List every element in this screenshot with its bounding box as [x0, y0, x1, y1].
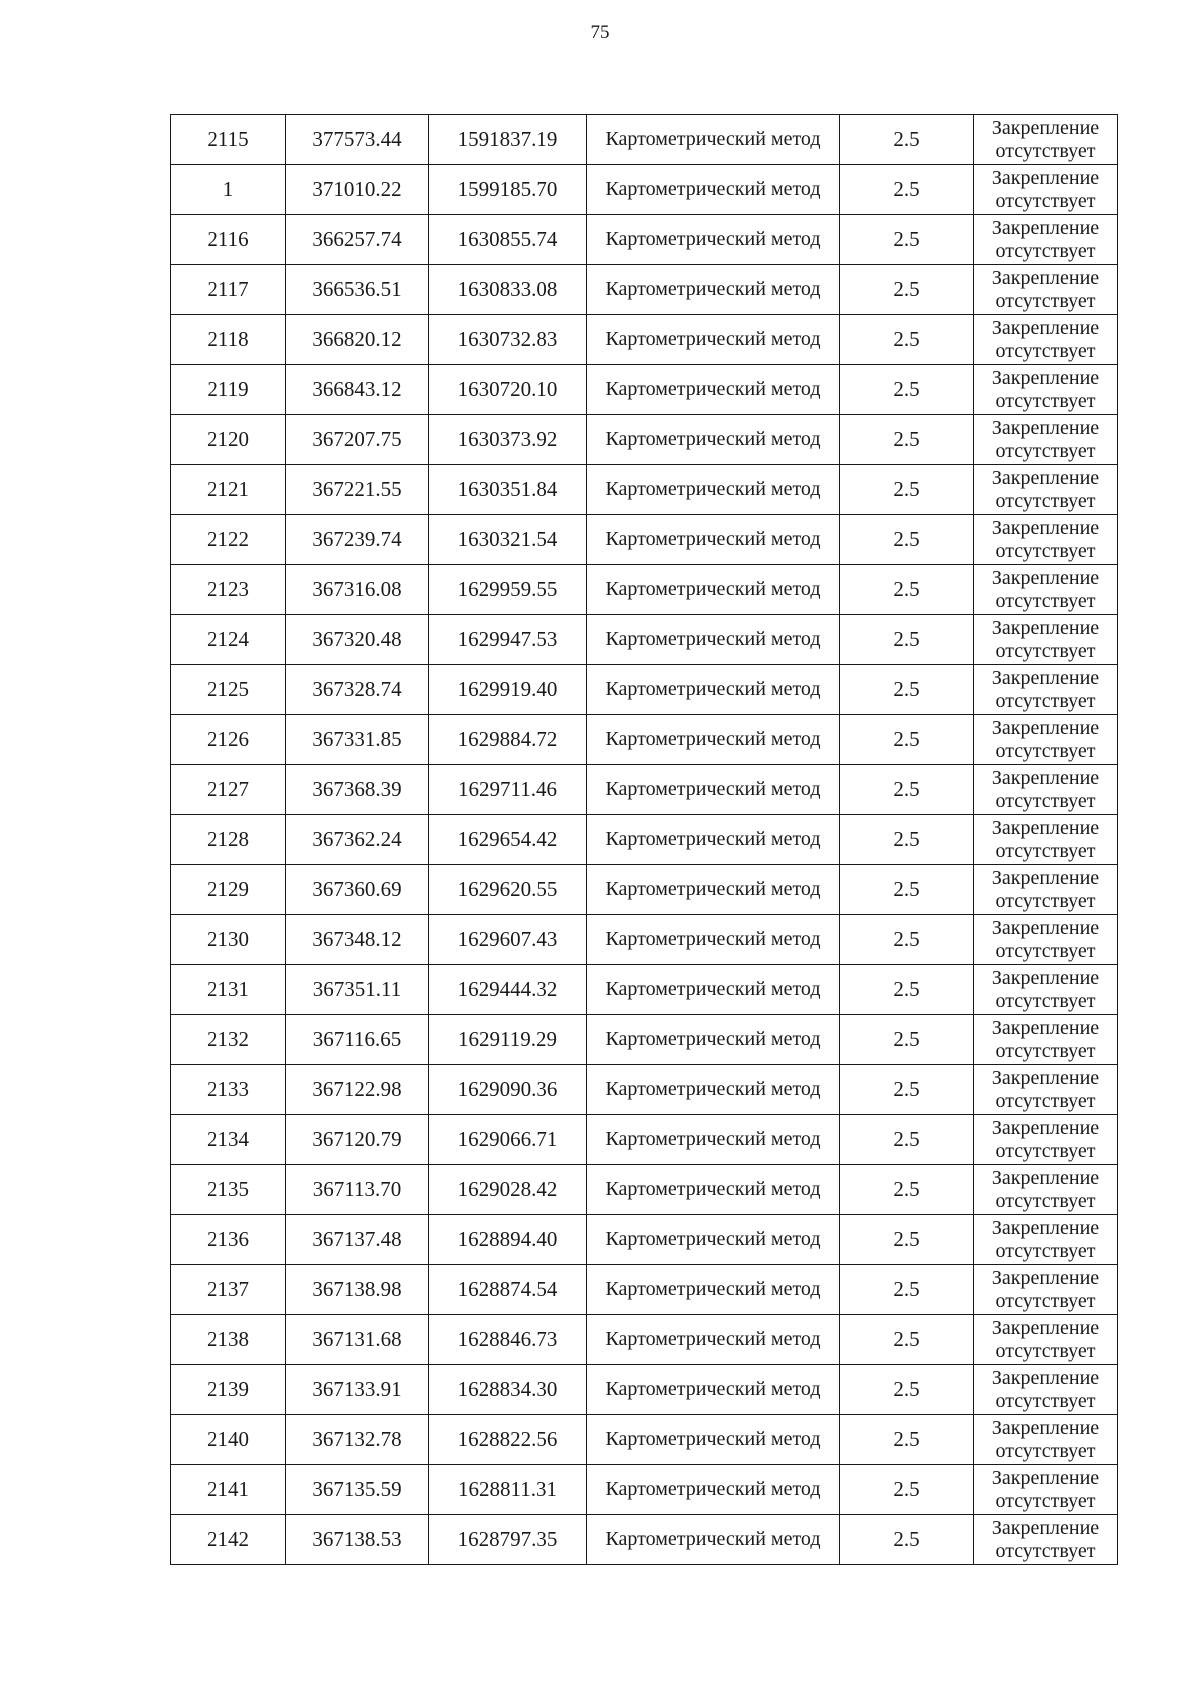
cell-accuracy: 2.5	[840, 965, 974, 1015]
cell-y-coordinate: 1629119.29	[429, 1015, 587, 1065]
fixation-text-line: Закрепление	[991, 1316, 1100, 1339]
table-row	[171, 1365, 1118, 1415]
cell-method: Картометрический метод	[587, 815, 840, 865]
cell-method: Картометрический метод	[587, 1415, 840, 1465]
cell-x-coordinate: 367239.74	[286, 515, 429, 565]
table-row	[171, 665, 1118, 715]
fixation-text-line: Закрепление	[991, 1266, 1100, 1289]
cell-y-coordinate: 1628797.35	[429, 1515, 587, 1565]
table-row	[171, 115, 1118, 165]
cell-point-id: 2130	[171, 915, 286, 965]
cell-y-coordinate: 1630720.10	[429, 365, 587, 415]
cell-method: Картометрический метод	[587, 1215, 840, 1265]
fixation-text-line: Закрепление	[991, 1116, 1100, 1139]
fixation-text-line: отсутствует	[995, 1489, 1096, 1512]
cell-accuracy: 2.5	[840, 265, 974, 315]
cell-accuracy: 2.5	[840, 1465, 974, 1515]
cell-x-coordinate: 367138.53	[286, 1515, 429, 1565]
cell-x-coordinate: 367221.55	[286, 465, 429, 515]
cell-y-coordinate: 1629654.42	[429, 815, 587, 865]
fixation-text-line: Закрепление	[991, 416, 1100, 439]
cell-method: Картометрический метод	[587, 1115, 840, 1165]
cell-accuracy: 2.5	[840, 1515, 974, 1565]
cell-fixation	[974, 815, 1118, 865]
cell-fixation	[974, 365, 1118, 415]
cell-x-coordinate: 366843.12	[286, 365, 429, 415]
table-row	[171, 1415, 1118, 1465]
table-row	[171, 265, 1118, 315]
cell-point-id: 2115	[171, 115, 286, 165]
fixation-text-line: отсутствует	[995, 1289, 1096, 1312]
fixation-text-line: отсутствует	[995, 1089, 1096, 1112]
cell-fixation	[974, 265, 1118, 315]
cell-point-id: 2138	[171, 1315, 286, 1365]
table-row	[171, 915, 1118, 965]
fixation-text-line: отсутствует	[995, 1389, 1096, 1412]
cell-accuracy: 2.5	[840, 1415, 974, 1465]
cell-x-coordinate: 367138.98	[286, 1265, 429, 1315]
cell-y-coordinate: 1629884.72	[429, 715, 587, 765]
cell-fixation	[974, 715, 1118, 765]
table-row	[171, 465, 1118, 515]
cell-accuracy: 2.5	[840, 1365, 974, 1415]
cell-fixation	[974, 465, 1118, 515]
table-row	[171, 815, 1118, 865]
cell-x-coordinate: 366257.74	[286, 215, 429, 265]
cell-y-coordinate: 1599185.70	[429, 165, 587, 215]
cell-accuracy: 2.5	[840, 1215, 974, 1265]
cell-method: Картометрический метод	[587, 1165, 840, 1215]
table-row	[171, 865, 1118, 915]
fixation-text-line: Закрепление	[991, 1466, 1100, 1489]
cell-y-coordinate: 1630855.74	[429, 215, 587, 265]
cell-x-coordinate: 371010.22	[286, 165, 429, 215]
cell-y-coordinate: 1629959.55	[429, 565, 587, 615]
cell-fixation	[974, 115, 1118, 165]
cell-method: Картометрический метод	[587, 1315, 840, 1365]
cell-accuracy: 2.5	[840, 365, 974, 415]
cell-fixation	[974, 1265, 1118, 1315]
cell-point-id: 1	[171, 165, 286, 215]
cell-y-coordinate: 1628834.30	[429, 1365, 587, 1415]
table-row	[171, 1065, 1118, 1115]
table-row	[171, 765, 1118, 815]
cell-point-id: 2134	[171, 1115, 286, 1165]
table-row	[171, 1465, 1118, 1515]
cell-method: Картометрический метод	[587, 115, 840, 165]
cell-method: Картометрический метод	[587, 1465, 840, 1515]
fixation-text-line: Закрепление	[991, 916, 1100, 939]
cell-x-coordinate: 367316.08	[286, 565, 429, 615]
cell-fixation	[974, 415, 1118, 465]
fixation-text-line: Закрепление	[991, 166, 1100, 189]
cell-method: Картометрический метод	[587, 965, 840, 1015]
cell-x-coordinate: 366536.51	[286, 265, 429, 315]
table-row	[171, 1515, 1118, 1565]
cell-fixation	[974, 315, 1118, 365]
table-row	[171, 215, 1118, 265]
fixation-text-line: отсутствует	[995, 989, 1096, 1012]
fixation-text-line: Закрепление	[991, 1066, 1100, 1089]
cell-accuracy: 2.5	[840, 1265, 974, 1315]
cell-x-coordinate: 367351.11	[286, 965, 429, 1015]
cell-x-coordinate: 367132.78	[286, 1415, 429, 1465]
cell-method: Картометрический метод	[587, 365, 840, 415]
fixation-text-line: отсутствует	[995, 889, 1096, 912]
cell-point-id: 2118	[171, 315, 286, 365]
cell-fixation	[974, 1315, 1118, 1365]
cell-fixation	[974, 1415, 1118, 1465]
fixation-text-line: Закрепление	[991, 716, 1100, 739]
cell-fixation	[974, 565, 1118, 615]
table-row	[171, 1215, 1118, 1265]
cell-point-id: 2123	[171, 565, 286, 615]
fixation-text-line: отсутствует	[995, 589, 1096, 612]
fixation-text-line: отсутствует	[995, 789, 1096, 812]
cell-point-id: 2116	[171, 215, 286, 265]
cell-y-coordinate: 1629947.53	[429, 615, 587, 665]
cell-point-id: 2125	[171, 665, 286, 715]
table-row	[171, 1015, 1118, 1065]
cell-x-coordinate: 367328.74	[286, 665, 429, 715]
fixation-text-line: Закрепление	[991, 516, 1100, 539]
cell-method: Картометрический метод	[587, 315, 840, 365]
cell-x-coordinate: 367320.48	[286, 615, 429, 665]
fixation-text-line: Закрепление	[991, 216, 1100, 239]
cell-y-coordinate: 1629090.36	[429, 1065, 587, 1115]
cell-method: Картометрический метод	[587, 615, 840, 665]
cell-accuracy: 2.5	[840, 115, 974, 165]
cell-y-coordinate: 1629711.46	[429, 765, 587, 815]
cell-fixation	[974, 215, 1118, 265]
cell-accuracy: 2.5	[840, 615, 974, 665]
cell-point-id: 2131	[171, 965, 286, 1015]
cell-y-coordinate: 1630321.54	[429, 515, 587, 565]
cell-point-id: 2136	[171, 1215, 286, 1265]
cell-fixation	[974, 615, 1118, 665]
cell-x-coordinate: 367360.69	[286, 865, 429, 915]
cell-accuracy: 2.5	[840, 1315, 974, 1365]
cell-y-coordinate: 1630833.08	[429, 265, 587, 315]
fixation-text-line: Закрепление	[991, 466, 1100, 489]
cell-y-coordinate: 1629028.42	[429, 1165, 587, 1215]
cell-x-coordinate: 367207.75	[286, 415, 429, 465]
cell-accuracy: 2.5	[840, 215, 974, 265]
fixation-text-line: отсутствует	[995, 689, 1096, 712]
fixation-text-line: отсутствует	[995, 639, 1096, 662]
cell-fixation	[974, 1115, 1118, 1165]
cell-method: Картометрический метод	[587, 1065, 840, 1115]
fixation-text-line: отсутствует	[995, 539, 1096, 562]
cell-point-id: 2119	[171, 365, 286, 415]
cell-fixation	[974, 1015, 1118, 1065]
cell-fixation	[974, 915, 1118, 965]
table-row	[171, 315, 1118, 365]
cell-y-coordinate: 1628811.31	[429, 1465, 587, 1515]
cell-x-coordinate: 367331.85	[286, 715, 429, 765]
cell-method: Картометрический метод	[587, 915, 840, 965]
cell-y-coordinate: 1630373.92	[429, 415, 587, 465]
cell-x-coordinate: 367113.70	[286, 1165, 429, 1215]
cell-fixation	[974, 865, 1118, 915]
cell-method: Картометрический метод	[587, 1265, 840, 1315]
fixation-text-line: Закрепление	[991, 666, 1100, 689]
fixation-text-line: Закрепление	[991, 266, 1100, 289]
table-row	[171, 365, 1118, 415]
cell-accuracy: 2.5	[840, 415, 974, 465]
fixation-text-line: отсутствует	[995, 739, 1096, 762]
cell-accuracy: 2.5	[840, 715, 974, 765]
table-row	[171, 1315, 1118, 1365]
cell-y-coordinate: 1629444.32	[429, 965, 587, 1015]
cell-accuracy: 2.5	[840, 815, 974, 865]
table-row	[171, 715, 1118, 765]
fixation-text-line: отсутствует	[995, 389, 1096, 412]
cell-method: Картометрический метод	[587, 1015, 840, 1065]
cell-fixation	[974, 965, 1118, 1015]
cell-method: Картометрический метод	[587, 515, 840, 565]
coordinates-table-body	[171, 115, 1118, 1565]
cell-method: Картометрический метод	[587, 715, 840, 765]
fixation-text-line: Закрепление	[991, 866, 1100, 889]
cell-x-coordinate: 367368.39	[286, 765, 429, 815]
cell-point-id: 2132	[171, 1015, 286, 1065]
cell-accuracy: 2.5	[840, 1165, 974, 1215]
fixation-text-line: отсутствует	[995, 189, 1096, 212]
cell-point-id: 2128	[171, 815, 286, 865]
fixation-text-line: Закрепление	[991, 1366, 1100, 1389]
cell-point-id: 2133	[171, 1065, 286, 1115]
fixation-text-line: Закрепление	[991, 1166, 1100, 1189]
fixation-text-line: Закрепление	[991, 366, 1100, 389]
fixation-text-line: отсутствует	[995, 139, 1096, 162]
cell-x-coordinate: 367131.68	[286, 1315, 429, 1365]
fixation-text-line: отсутствует	[995, 1139, 1096, 1162]
cell-method: Картометрический метод	[587, 565, 840, 615]
fixation-text-line: отсутствует	[995, 239, 1096, 262]
cell-method: Картометрический метод	[587, 465, 840, 515]
cell-accuracy: 2.5	[840, 665, 974, 715]
table-row	[171, 565, 1118, 615]
cell-method: Картометрический метод	[587, 165, 840, 215]
cell-method: Картометрический метод	[587, 665, 840, 715]
cell-point-id: 2137	[171, 1265, 286, 1315]
cell-point-id: 2126	[171, 715, 286, 765]
cell-fixation	[974, 515, 1118, 565]
table-row	[171, 965, 1118, 1015]
table-row	[171, 1115, 1118, 1165]
cell-accuracy: 2.5	[840, 1015, 974, 1065]
cell-accuracy: 2.5	[840, 315, 974, 365]
fixation-text-line: отсутствует	[995, 289, 1096, 312]
fixation-text-line: отсутствует	[995, 1439, 1096, 1462]
cell-accuracy: 2.5	[840, 865, 974, 915]
cell-y-coordinate: 1630732.83	[429, 315, 587, 365]
cell-point-id: 2129	[171, 865, 286, 915]
cell-method: Картометрический метод	[587, 1515, 840, 1565]
cell-x-coordinate: 367137.48	[286, 1215, 429, 1265]
cell-accuracy: 2.5	[840, 465, 974, 515]
cell-method: Картометрический метод	[587, 265, 840, 315]
fixation-text-line: Закрепление	[991, 116, 1100, 139]
cell-y-coordinate: 1630351.84	[429, 465, 587, 515]
fixation-text-line: отсутствует	[995, 1339, 1096, 1362]
page-number: 75	[590, 22, 610, 43]
fixation-text-line: отсутствует	[995, 1239, 1096, 1262]
table-row	[171, 515, 1118, 565]
cell-method: Картометрический метод	[587, 1365, 840, 1415]
cell-method: Картометрический метод	[587, 415, 840, 465]
cell-point-id: 2142	[171, 1515, 286, 1565]
cell-x-coordinate: 366820.12	[286, 315, 429, 365]
cell-fixation	[974, 1465, 1118, 1515]
fixation-text-line: отсутствует	[995, 1539, 1096, 1562]
table-row	[171, 1265, 1118, 1315]
fixation-text-line: Закрепление	[991, 966, 1100, 989]
table-row	[171, 165, 1118, 215]
cell-accuracy: 2.5	[840, 165, 974, 215]
cell-method: Картометрический метод	[587, 865, 840, 915]
fixation-text-line: Закрепление	[991, 816, 1100, 839]
table-row	[171, 615, 1118, 665]
cell-y-coordinate: 1629620.55	[429, 865, 587, 915]
cell-fixation	[974, 1515, 1118, 1565]
cell-y-coordinate: 1629919.40	[429, 665, 587, 715]
cell-point-id: 2120	[171, 415, 286, 465]
cell-point-id: 2139	[171, 1365, 286, 1415]
cell-point-id: 2141	[171, 1465, 286, 1515]
cell-fixation	[974, 665, 1118, 715]
cell-fixation	[974, 1165, 1118, 1215]
cell-accuracy: 2.5	[840, 1065, 974, 1115]
cell-y-coordinate: 1591837.19	[429, 115, 587, 165]
cell-y-coordinate: 1629066.71	[429, 1115, 587, 1165]
cell-method: Картометрический метод	[587, 765, 840, 815]
fixation-text-line: Закрепление	[991, 316, 1100, 339]
cell-y-coordinate: 1628822.56	[429, 1415, 587, 1465]
cell-fixation	[974, 765, 1118, 815]
cell-y-coordinate: 1628846.73	[429, 1315, 587, 1365]
cell-x-coordinate: 367348.12	[286, 915, 429, 965]
cell-accuracy: 2.5	[840, 1115, 974, 1165]
cell-fixation	[974, 1215, 1118, 1265]
cell-point-id: 2117	[171, 265, 286, 315]
cell-x-coordinate: 377573.44	[286, 115, 429, 165]
fixation-text-line: отсутствует	[995, 939, 1096, 962]
fixation-text-line: Закрепление	[991, 1516, 1100, 1539]
cell-x-coordinate: 367116.65	[286, 1015, 429, 1065]
cell-fixation	[974, 1365, 1118, 1415]
cell-accuracy: 2.5	[840, 765, 974, 815]
fixation-text-line: отсутствует	[995, 439, 1096, 462]
cell-x-coordinate: 367120.79	[286, 1115, 429, 1165]
fixation-text-line: Закрепление	[991, 1016, 1100, 1039]
cell-y-coordinate: 1629607.43	[429, 915, 587, 965]
table-row	[171, 415, 1118, 465]
cell-accuracy: 2.5	[840, 915, 974, 965]
fixation-text-line: Закрепление	[991, 766, 1100, 789]
cell-method: Картометрический метод	[587, 215, 840, 265]
fixation-text-line: Закрепление	[991, 1216, 1100, 1239]
cell-x-coordinate: 367122.98	[286, 1065, 429, 1115]
cell-point-id: 2122	[171, 515, 286, 565]
cell-fixation	[974, 165, 1118, 215]
fixation-text-line: отсутствует	[995, 489, 1096, 512]
cell-fixation	[974, 1065, 1118, 1115]
fixation-text-line: отсутствует	[995, 339, 1096, 362]
cell-accuracy: 2.5	[840, 565, 974, 615]
cell-x-coordinate: 367133.91	[286, 1365, 429, 1415]
table-row	[171, 1165, 1118, 1215]
fixation-text-line: Закрепление	[991, 566, 1100, 589]
cell-y-coordinate: 1628874.54	[429, 1265, 587, 1315]
coordinates-table	[170, 114, 1118, 1565]
cell-point-id: 2124	[171, 615, 286, 665]
cell-point-id: 2121	[171, 465, 286, 515]
cell-accuracy: 2.5	[840, 515, 974, 565]
cell-y-coordinate: 1628894.40	[429, 1215, 587, 1265]
cell-point-id: 2135	[171, 1165, 286, 1215]
fixation-text-line: Закрепление	[991, 616, 1100, 639]
fixation-text-line: отсутствует	[995, 1039, 1096, 1062]
fixation-text-line: Закрепление	[991, 1416, 1100, 1439]
cell-x-coordinate: 367135.59	[286, 1465, 429, 1515]
cell-point-id: 2127	[171, 765, 286, 815]
fixation-text-line: отсутствует	[995, 839, 1096, 862]
cell-point-id: 2140	[171, 1415, 286, 1465]
fixation-text-line: отсутствует	[995, 1189, 1096, 1212]
cell-x-coordinate: 367362.24	[286, 815, 429, 865]
